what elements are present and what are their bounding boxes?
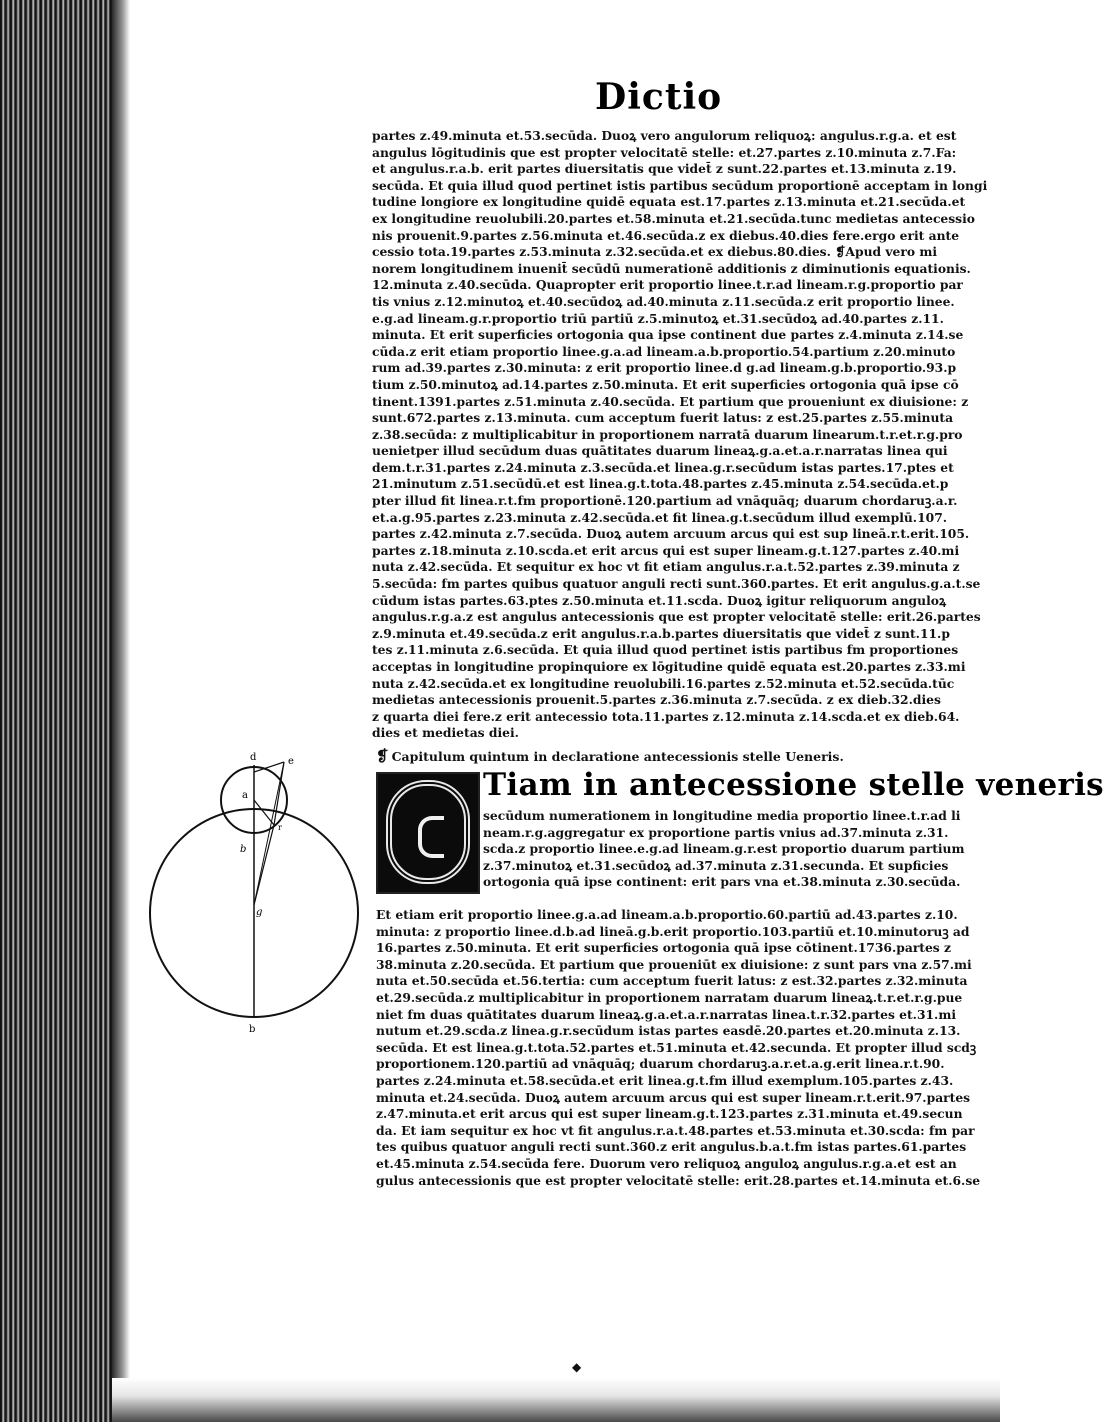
text-line: 21.minutum z.51.secūdū.et est linea.g.t.tota.48.partes z.45.minuta z.54.secūda.et.p — [372, 476, 949, 492]
text-line: proportionem.120.partiū ad vnāquāq; duarum chordaruꝫ.a.r.et.a.g.erit linea.r.t.90. — [376, 1056, 945, 1072]
text-line: z.47.minuta.et erit arcus qui est super lineam.g.t.123.partes z.31.minuta et.49.secun — [376, 1106, 963, 1122]
running-header: Dictio — [595, 76, 723, 118]
label-b-upper: b — [240, 844, 247, 855]
decorated-initial-E — [376, 772, 480, 894]
text-line: pter illud fit linea.r.t.fm proportionē.120.partium ad vnāquāq; duarum chordaruꝫ.a.r. — [372, 493, 958, 509]
text-line: tudine longiore ex longitudine quidē equata est.17.partes z.13.minuta et.21.secūda.et — [372, 194, 966, 210]
text-line: tes z.11.minuta z.6.secūda. Et quia illud quod pertinet istis partibus fm proportiones — [372, 642, 959, 658]
text-line: scda.z proportio linee.e.g.ad lineam.g.r.est proportio duarum partium — [483, 841, 965, 857]
label-d: d — [250, 752, 257, 763]
text-line: angulus.r.g.a.z est angulus antecessionis que est propter velocitatē stelle: erit.26.partes — [372, 609, 981, 625]
gutter-shadow — [112, 0, 130, 1422]
text-line: dem.t.r.31.partes z.24.minuta z.3.secūda.et linea.g.r.secūdum istas partes.17.ptes et — [372, 459, 954, 475]
text-line: minuta. Et erit superficies ortogonia qua ipse continent due partes z.4.minuta z.14.se — [372, 327, 964, 343]
pilcrow-icon: ❡ — [376, 747, 389, 765]
text-line: z quarta diei fere.z erit antecessio tota.11.partes z.12.minuta z.14.scda.et ex dieb.64. — [372, 708, 960, 724]
text-line: niet fm duas quātitates duarum lineaꝝ.g.a.et.a.r.narratas linea.t.r.32.partes et.31.mi — [376, 1006, 957, 1022]
text-line: nuta et.50.secūda et.56.tertia: cum acceptum fuerit latus: z est.32.partes z.32.minuta — [376, 973, 968, 989]
text-line: nis prouenit.9.partes z.56.minuta et.46.secūda.z ex diebus.40.dies fere.ergo erit ante — [372, 227, 960, 243]
line-a-r — [254, 800, 274, 825]
text-line: partes z.18.minuta z.10.scda.et erit arcus qui est super lineam.g.t.127.partes z.40.mi — [372, 542, 960, 558]
text-line: secūda. Et est linea.g.t.tota.52.partes et.51.minuta et.42.secunda. Et propter illud scdꝫ — [376, 1039, 977, 1055]
text-line: tium z.50.minutoꝝ ad.14.partes z.50.minuta. Et erit superficies ortogonia quā ipse cō — [372, 376, 959, 392]
text-line: tis vnius z.12.minutoꝝ et.40.secūdoꝝ ad.40.minuta z.11.secūda.z erit proportio linee. — [372, 293, 955, 309]
text-line: partes z.24.minuta et.58.secūda.et erit linea.g.t.fm illud exemplum.105.partes z.43. — [376, 1072, 954, 1088]
text-line: neam.r.g.aggregatur ex proportione partis vnius ad.37.minuta z.31. — [483, 824, 949, 840]
text-line: et.a.g.95.partes z.23.minuta z.42.secūda.et fit linea.g.t.secūdum illud exemplū.107. — [372, 509, 948, 525]
text-line: et.45.minuta z.54.secūda fere. Duorum vero reliquoꝝ anguloꝝ angulus.r.g.a.et est an — [376, 1155, 957, 1171]
text-line: minuta: z proportio linee.d.b.ad lineā.g.b.erit proportio.103.partiū et.10.minutoruꝫ ad — [376, 923, 970, 939]
label-e: e — [288, 756, 294, 767]
ink-mark-icon: ◆ — [572, 1360, 582, 1374]
text-line: z.37.minutoꝝ et.31.secūdoꝝ ad.37.minuta z.31.secunda. Et supficies — [483, 857, 949, 873]
text-line: nutum et.29.scda.z linea.g.r.secūdum istas partes easdē.20.partes et.20.minuta z.13. — [376, 1023, 961, 1039]
geometric-diagram — [150, 752, 370, 1040]
chapter-heading-text: Capitulum quintum in declaratione antecessionis stelle Ueneris. — [391, 749, 844, 764]
initial-letter-icon — [386, 780, 470, 884]
paragraph-3 — [376, 907, 981, 1189]
text-line: 38.minuta z.20.secūda. Et partium que proueniūt ex diuisione: z sunt pars vna z.57.mi — [376, 956, 972, 972]
book-binding-gutter — [0, 0, 112, 1422]
paragraph-2 — [483, 808, 965, 891]
text-line: ortogonia quā ipse continent: erit pars vna et.38.minuta z.30.secūda. — [483, 874, 961, 890]
text-line: angulus lōgitudinis que est propter velocitatē stelle: et.27.partes z.10.minuta z.7.Fa: — [372, 144, 957, 160]
text-line: partes z.49.minuta et.53.secūda. Duoꝝ vero angulorum reliquoꝝ: angulus.r.g.a. et est — [372, 128, 957, 143]
text-line: secūda. Et quia illud quod pertinet istis partibus secūdum proportionē acceptam in longi — [372, 177, 988, 193]
text-line: z.9.minuta et.49.secūda.z erit angulus.r.a.b.partes diuersitatis que videt̄ z sunt.11.p — [372, 625, 950, 641]
text-line: cūda.z erit etiam proportio linee.g.a.ad lineam.a.b.proportio.54.partium z.20.minuto — [372, 343, 956, 359]
text-line: gulus antecessionis que est propter velocitatē stelle: erit.28.partes et.14.minuta et.6.se — [376, 1172, 981, 1188]
label-a: a — [242, 790, 248, 801]
label-g: g — [256, 907, 263, 918]
text-line: rum ad.39.partes z.30.minuta: z erit proportio linee.d g.ad lineam.g.b.proportio.93.p — [372, 360, 957, 376]
text-line: norem longitudinem inuenit̄ secūdū numerationē additionis z diminutionis equationis. — [372, 260, 971, 276]
text-line: minuta et.24.secūda. Duoꝝ autem arcuum arcus qui est super lineam.r.t.erit.97.partes — [376, 1089, 971, 1105]
text-line: tinent.1391.partes z.51.minuta z.40.secūda. Et partium que proueniunt ex diuisione: z — [372, 393, 969, 409]
text-line: e.g.ad lineam.g.r.proportio triū partiū z.5.minutoꝝ et.31.secūdoꝝ ad.40.partes z.11. — [372, 310, 944, 326]
label-r: r — [278, 823, 282, 832]
diagram-svg — [150, 752, 370, 1040]
text-line: 5.secūda: fm partes quibus quatuor anguli recti sunt.360.partes. Et erit angulus.g.a.t.se — [372, 576, 981, 592]
text-line: 16.partes z.50.minuta. Et erit superficies ortogonia quā ipse cōtinent.1736.partes z — [376, 940, 951, 956]
text-line: dies et medietas diei. — [372, 725, 519, 741]
text-line: Et etiam erit proportio linee.g.a.ad lineam.a.b.proportio.60.partiū ad.43.partes z.10. — [376, 907, 958, 922]
text-line: nuta z.42.secūda.et ex longitudine reuolubili.16.partes z.52.minuta et.52.secūda.tūc — [372, 675, 955, 691]
text-line: et angulus.r.a.b. erit partes diuersitatis que videt̄ z sunt.22.partes et.13.minuta z.19. — [372, 161, 957, 177]
paragraph-1 — [372, 128, 988, 742]
text-line: cessio tota.19.partes z.53.minuta z.32.secūda.et ex diebus.80.dies. ❡Apud vero mi — [372, 244, 938, 260]
text-line: partes z.42.minuta z.7.secūda. Duoꝝ autem arcuum arcus qui est sup lineā.r.t.erit.105. — [372, 526, 970, 542]
text-line: uenietper illud secūdum duas quātitates duarum lineaꝝ.g.a.et.a.r.narratas linea qui — [372, 443, 948, 459]
incipit-text: Tiam in antecessione stelle veneris — [483, 767, 1104, 803]
text-line: ex longitudine reuolubili.20.partes et.58.minuta et.21.secūda.tunc medietas antecessio — [372, 210, 975, 226]
text-line: 12.minuta z.40.secūda. Quapropter erit proportio linee.t.r.ad lineam.r.g.proportio par — [372, 277, 963, 293]
text-line: cūdum istas partes.63.ptes z.50.minuta et.11.scda. Duoꝝ igitur reliquorum anguloꝝ — [372, 592, 947, 608]
text-line: tes quibus quatuor anguli recti sunt.360.z erit angulus.b.a.t.fm istas partes.61.partes — [376, 1139, 967, 1155]
text-line: acceptas in longitudine propinquiore ex lōgitudine quidē equata est.20.partes z.33.mi — [372, 659, 966, 674]
text-line: sunt.672.partes z.13.minuta. cum acceptum fuerit latus: z est.25.partes z.55.minuta — [372, 410, 954, 426]
text-line: nuta z.42.secūda. Et sequitur ex hoc vt fit etiam angulus.r.a.t.52.partes z.39.minuta z — [372, 559, 960, 575]
text-line: medietas antecessionis prouenit.5.partes z.36.minuta z.7.secūda. z ex dieb.32.dies — [372, 692, 941, 708]
text-line: z.38.secūda: z multiplicabitur in proportionem narratā duarum linearum.t.r.et.r.g.pro — [372, 426, 963, 442]
page-bottom-shadow — [112, 1378, 1000, 1422]
text-line: da. Et iam sequitur ex hoc vt fit angulus.r.a.t.48.partes et.53.minuta et.30.scda: fm par — [376, 1122, 975, 1138]
text-line: secūdum numerationem in longitudine media proportio linee.t.r.ad li — [483, 808, 961, 823]
label-b-lower: b — [249, 1024, 256, 1035]
text-line: et.29.secūda.z multiplicabitur in proportionem narratam duarum lineaꝝ.t.r.et.r.g.pue — [376, 989, 963, 1005]
chapter-heading — [376, 747, 936, 765]
